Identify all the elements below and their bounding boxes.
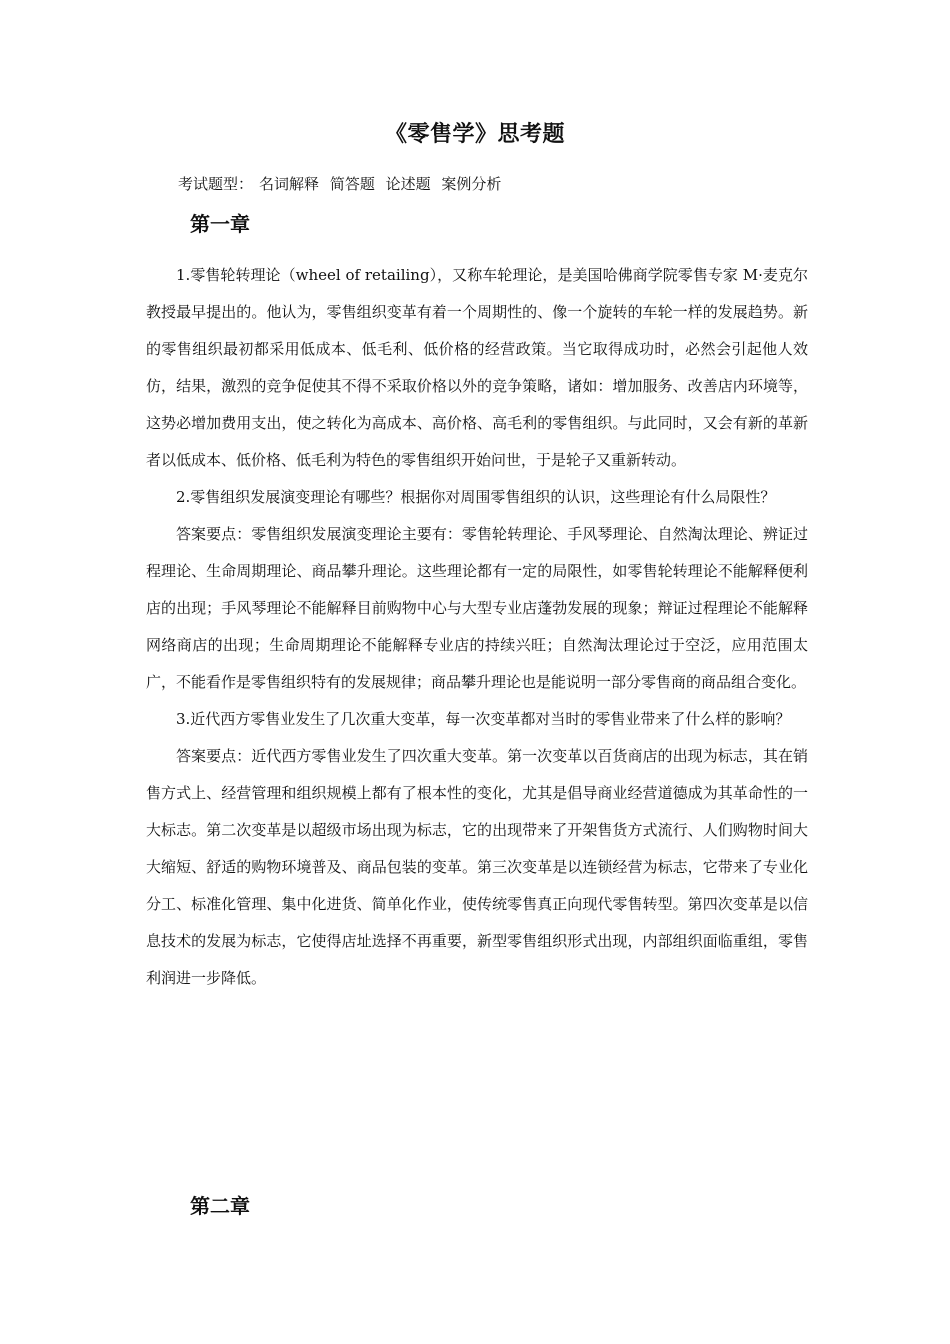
paragraph-q2-answer: 答案要点：零售组织发展演变理论主要有：零售轮转理论、手风琴理论、自然淘汰理论、辨证过程理论、生命周期理论、商品攀升理论。这些理论都有一定的局限性，如零售轮转理论不能解释便利店的出现；手风琴理论不能解释目前购物中心与大型专业店蓬勃发展的现象；辩证过程理论不能解释网络商店的出现；生命周期理论不能解释专业店的持续兴旺；自然淘汰理论过于空泛，应用范围太广，不能看作是零售组织特有的发展规律；商品攀升理论也是能说明一部分零售商的商品组合变化。 bbox=[146, 525, 808, 691]
exam-type-item: 论述题 bbox=[385, 175, 431, 193]
paragraph-q3-answer: 答案要点：近代西方零售业发生了四次重大变革。第一次变革以百货商店的出现为标志，其在销售方式上、经营管理和组织规模上都有了根本性的变化，尤其是倡导商业经营道德成为其革命性的一大标志。第二次变革是以超级市场出现为标志，它的出现带来了开架售货方式流行、人们购物时间大大缩短、舒适的购物环境普及、商品包装的变革。第三次变革是以连锁经营为标志，它带来了专业化分工、标准化管理、集中化进货、简单化作业，使传统零售真正向现代零售转型。第四次变革是以信息技术的发展为标志，它使得店址选择不再重要，新型零售组织形式出现，内部组织面临重组，零售利润进一步降低。 bbox=[146, 747, 808, 987]
exam-type-item: 案例分析 bbox=[441, 175, 502, 193]
chapter-1-body bbox=[146, 257, 808, 997]
chapter-2-heading: 第二章 bbox=[190, 1194, 250, 1218]
exam-types-line bbox=[178, 172, 501, 196]
document-title: 《零售学》思考题 bbox=[384, 121, 565, 147]
paragraph-q2: 2.零售组织发展演变理论有哪些？根据你对周围零售组织的认识，这些理论有什么局限性？ bbox=[176, 488, 776, 506]
exam-type-item: 简答题 bbox=[329, 175, 375, 193]
exam-types-label: 考试题型： bbox=[178, 175, 254, 193]
exam-type-item: 名词解释 bbox=[259, 175, 320, 193]
chapter-1-heading: 第一章 bbox=[190, 212, 250, 236]
paragraph-q1: 1.零售轮转理论（wheel of retailing），又称车轮理论，是美国哈佛商学院零售专家 M·麦克尔教授最早提出的。他认为，零售组织变革有着一个周期性的、像一个旋转的车轮一样的发展趋势。新的零售组织最初都采用低成本、低毛利、低价格的经营政策。当它取得成功时，必然会引起他人效仿，结果，激烈的竞争促使其不得不采取价格以外的竞争策略，诸如：增加服务、改善店内环境等，这势必增加费用支出，使之转化为高成本、高价格、高毛利的零售组织。与此同时，又会有新的革新者以低成本、低价格、低毛利为特色的零售组织开始问世，于是轮子又重新转动。 bbox=[146, 266, 808, 469]
paragraph-q3: 3.近代西方零售业发生了几次重大变革，每一次变革都对当时的零售业带来了什么样的影响？ bbox=[176, 710, 791, 728]
